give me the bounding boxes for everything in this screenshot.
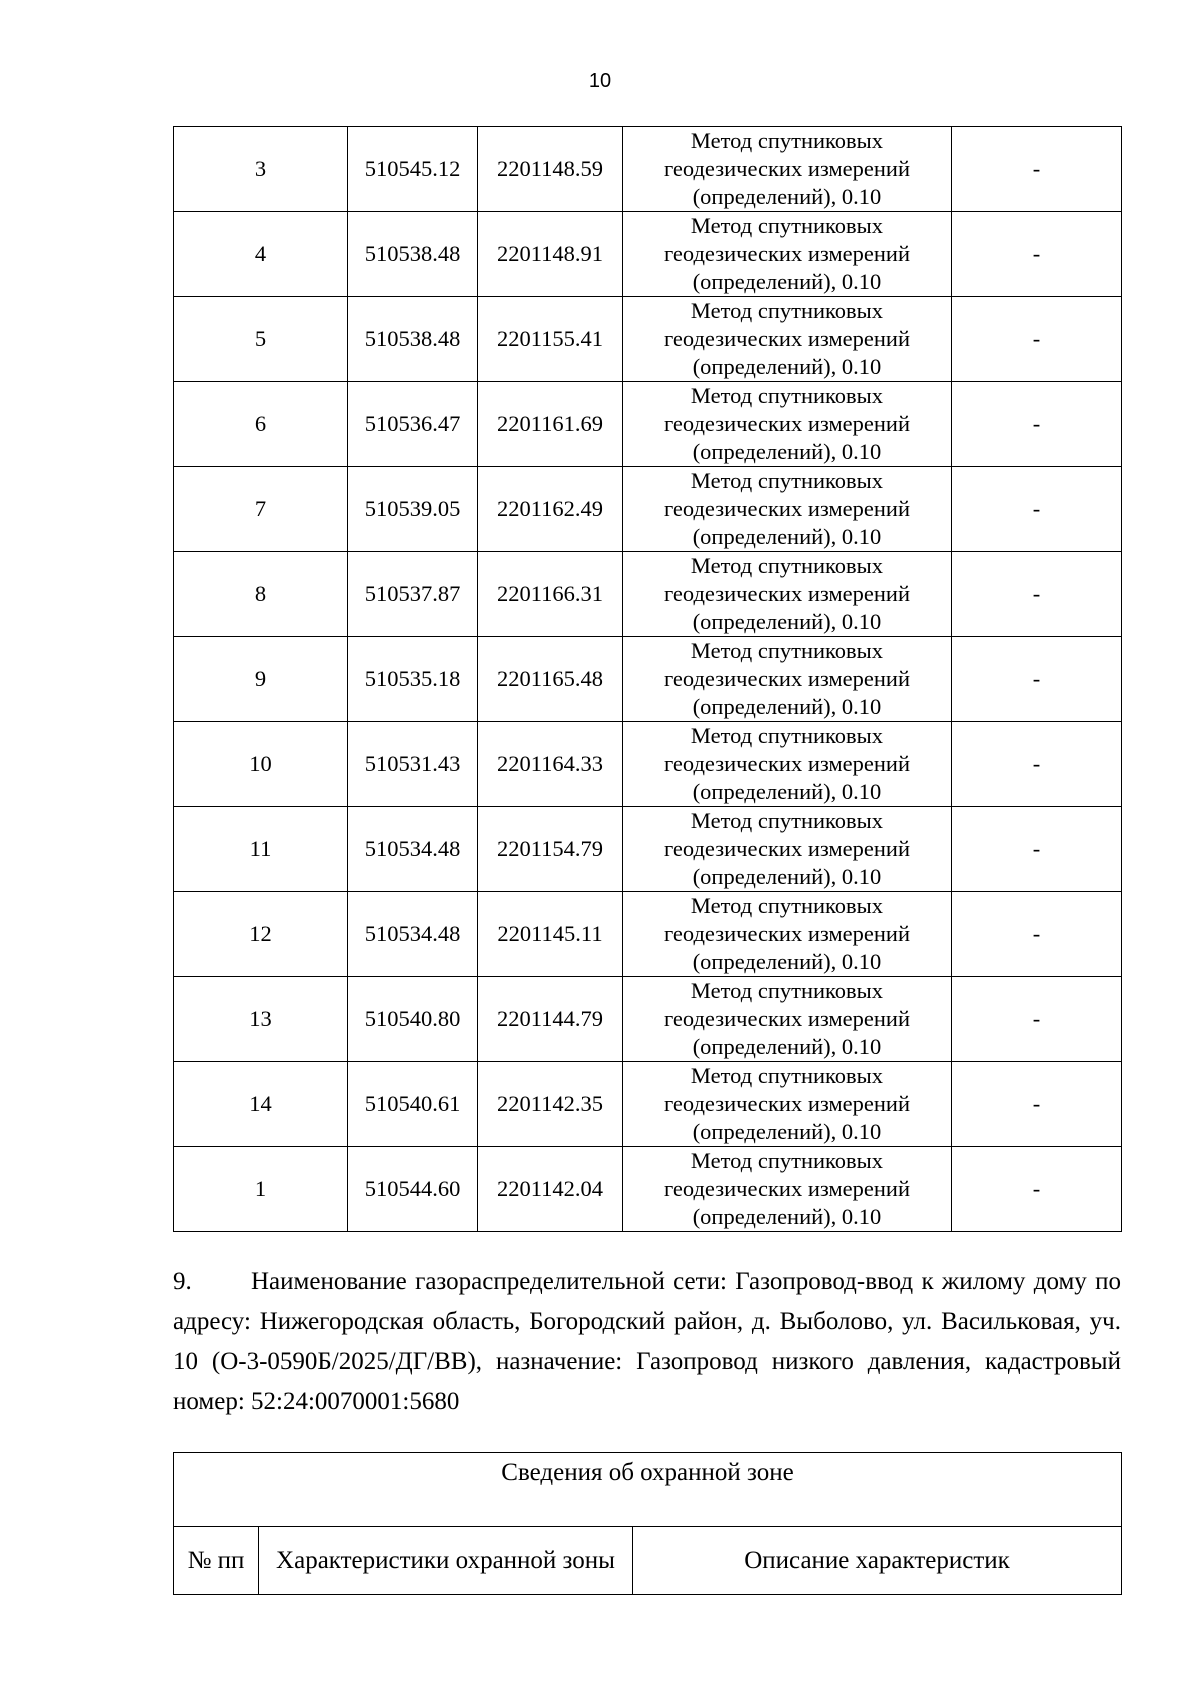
method-line: Метод спутниковых (690, 808, 884, 833)
table-row (174, 807, 1122, 892)
method-cell (623, 127, 952, 212)
method-line: Метод спутниковых (690, 978, 884, 1003)
method-cell (623, 382, 952, 467)
point-number: 6 (174, 382, 348, 467)
point-number: 12 (174, 892, 348, 977)
method-line: геодезических измерений (663, 1091, 911, 1116)
coord-x: 510535.18 (348, 637, 478, 722)
coord-x: 510538.48 (348, 212, 478, 297)
note-cell: - (952, 382, 1122, 467)
method-line: (определений), 0.10 (692, 439, 882, 464)
table-row (174, 127, 1122, 212)
method-cell (623, 722, 952, 807)
method-line: (определений), 0.10 (692, 609, 882, 634)
coord-y: 2201144.79 (478, 977, 623, 1062)
point-number: 1 (174, 1147, 348, 1232)
point-number: 10 (174, 722, 348, 807)
coord-x: 510534.48 (348, 892, 478, 977)
method-line: геодезических измерений (663, 411, 911, 436)
method-cell (623, 552, 952, 637)
method-line: (определений), 0.10 (692, 949, 882, 974)
coord-y: 2201145.11 (478, 892, 623, 977)
note-cell: - (952, 637, 1122, 722)
table-row (174, 1062, 1122, 1147)
method-line: Метод спутниковых (690, 213, 884, 238)
header-characteristics: Характеристики охранной зоны (259, 1527, 633, 1595)
method-line: (определений), 0.10 (692, 1034, 882, 1059)
point-number: 3 (174, 127, 348, 212)
method-line: геодезических измерений (663, 751, 911, 776)
method-line: геодезических измерений (663, 1176, 911, 1201)
note-cell: - (952, 467, 1122, 552)
method-line: геодезических измерений (663, 666, 911, 691)
method-line: (определений), 0.10 (692, 779, 882, 804)
page-number: 10 (588, 70, 612, 92)
method-line: геодезических измерений (663, 921, 911, 946)
note-cell: - (952, 1147, 1122, 1232)
method-line: Метод спутниковых (690, 1148, 884, 1173)
coord-x: 510531.43 (348, 722, 478, 807)
method-line: Метод спутниковых (690, 298, 884, 323)
method-cell (623, 637, 952, 722)
table-row (174, 977, 1122, 1062)
coord-y: 2201166.31 (478, 552, 623, 637)
coord-y: 2201164.33 (478, 722, 623, 807)
method-line: (определений), 0.10 (692, 694, 882, 719)
method-line: геодезических измерений (663, 836, 911, 861)
method-line: Метод спутниковых (690, 128, 884, 153)
point-number: 4 (174, 212, 348, 297)
table-row (174, 722, 1122, 807)
method-cell (623, 297, 952, 382)
note-cell: - (952, 297, 1122, 382)
section-9-paragraph (173, 1262, 1121, 1422)
note-cell: - (952, 127, 1122, 212)
coord-x: 510544.60 (348, 1147, 478, 1232)
coord-x: 510537.87 (348, 552, 478, 637)
coord-y: 2201148.59 (478, 127, 623, 212)
coord-y: 2201148.91 (478, 212, 623, 297)
method-line: (определений), 0.10 (692, 864, 882, 889)
table-row (174, 637, 1122, 722)
note-cell: - (952, 1062, 1122, 1147)
method-line: Метод спутниковых (690, 893, 884, 918)
method-line: геодезических измерений (663, 581, 911, 606)
coord-x: 510540.61 (348, 1062, 478, 1147)
method-cell (623, 977, 952, 1062)
coord-y: 2201142.04 (478, 1147, 623, 1232)
zone-table-caption: Сведения об охранной зоне (174, 1453, 1122, 1527)
coord-y: 2201165.48 (478, 637, 623, 722)
method-line: Метод спутниковых (690, 1063, 884, 1088)
method-line: (определений), 0.10 (692, 1119, 882, 1144)
table-row (174, 297, 1122, 382)
coord-y: 2201161.69 (478, 382, 623, 467)
note-cell: - (952, 722, 1122, 807)
header-description: Описание характеристик (633, 1527, 1122, 1595)
protection-zone-table (173, 1452, 1122, 1595)
coord-x: 510539.05 (348, 467, 478, 552)
note-cell: - (952, 807, 1122, 892)
table-row (174, 1147, 1122, 1232)
method-line: (определений), 0.10 (692, 354, 882, 379)
method-line: Метод спутниковых (690, 383, 884, 408)
coord-x: 510540.80 (348, 977, 478, 1062)
note-cell: - (952, 977, 1122, 1062)
section-text: Наименование газораспределительной сети: Газопровод-ввод к жилому дому по адресу: Нижегородская область, Богородский район, д. Выболово, ул. Васильковая, уч. 10 (О-3-0590Б/2025/ДГ/ВВ), назначение: Газопровод низкого давления, кадастровый номер: 52:24:0070001:5680 (173, 1268, 1121, 1415)
method-line: геодезических измерений (663, 241, 911, 266)
method-line: (определений), 0.10 (692, 184, 882, 209)
header-number: № пп (174, 1527, 259, 1595)
method-cell (623, 1147, 952, 1232)
method-cell (623, 807, 952, 892)
coord-y: 2201142.35 (478, 1062, 623, 1147)
table-row (174, 382, 1122, 467)
table-row (174, 212, 1122, 297)
method-line: Метод спутниковых (690, 468, 884, 493)
coord-y: 2201162.49 (478, 467, 623, 552)
coord-x: 510534.48 (348, 807, 478, 892)
coord-y: 2201154.79 (478, 807, 623, 892)
point-number: 5 (174, 297, 348, 382)
coord-y: 2201155.41 (478, 297, 623, 382)
section-number: 9. (173, 1268, 192, 1295)
method-cell (623, 892, 952, 977)
method-cell (623, 1062, 952, 1147)
method-line: геодезических измерений (663, 156, 911, 181)
coord-x: 510536.47 (348, 382, 478, 467)
method-line: Метод спутниковых (690, 723, 884, 748)
table-row (174, 467, 1122, 552)
table-row (174, 552, 1122, 637)
method-cell (623, 467, 952, 552)
method-line: (определений), 0.10 (692, 269, 882, 294)
note-cell: - (952, 892, 1122, 977)
method-line: Метод спутниковых (690, 638, 884, 663)
method-line: геодезических измерений (663, 496, 911, 521)
point-number: 11 (174, 807, 348, 892)
point-number: 8 (174, 552, 348, 637)
coordinates-table (173, 126, 1122, 1232)
coord-x: 510545.12 (348, 127, 478, 212)
method-line: Метод спутниковых (690, 553, 884, 578)
point-number: 14 (174, 1062, 348, 1147)
method-line: (определений), 0.10 (692, 1204, 882, 1229)
coord-x: 510538.48 (348, 297, 478, 382)
point-number: 9 (174, 637, 348, 722)
method-line: геодезических измерений (663, 326, 911, 351)
method-line: геодезических измерений (663, 1006, 911, 1031)
point-number: 13 (174, 977, 348, 1062)
table-row (174, 892, 1122, 977)
note-cell: - (952, 552, 1122, 637)
note-cell: - (952, 212, 1122, 297)
method-line: (определений), 0.10 (692, 524, 882, 549)
method-cell (623, 212, 952, 297)
point-number: 7 (174, 467, 348, 552)
